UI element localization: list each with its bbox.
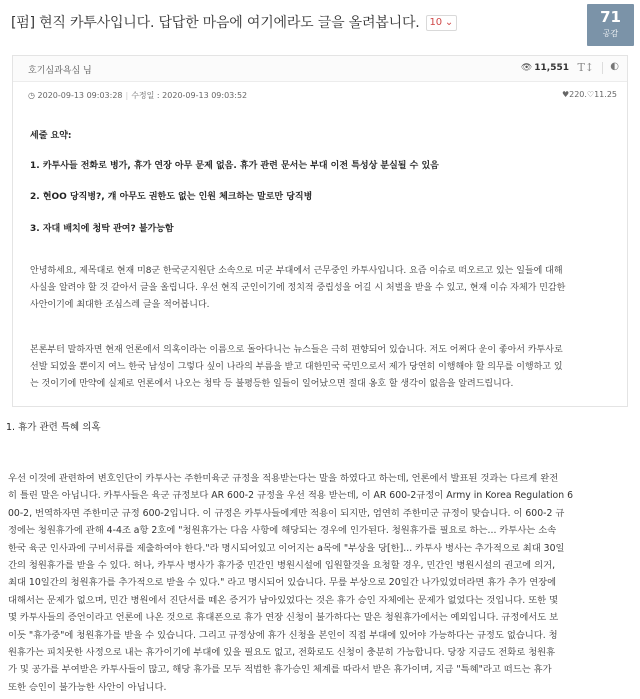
meta-row (13, 90, 627, 106)
chevron-down-icon: ⌄ (444, 17, 454, 28)
post-title-text: [펌] 현직 카투사입니다. 답답한 마음에 여기에라도 글을 올려봅니다. (11, 15, 420, 31)
post-title (11, 12, 457, 32)
article-body (8, 470, 634, 696)
post-card (12, 55, 628, 407)
article-line: 한국 육군 인사과에 구비서류를 제출하여야 한다."라 명시되어있고 이어지는 a목에 "부상을 당[한]... 카투사 병사는 추가적으로 최대 30일 (8, 542, 565, 554)
view-count (521, 63, 569, 73)
font-size-icon[interactable]: T↕ (577, 61, 594, 74)
contrast-icon[interactable]: ◐ (610, 61, 619, 72)
article-line: 간의 청원휴가를 받을 수 있다. 허나, 카투사 병사가 휴가중 민간인 병원시설에 입원할것을 요청할 경우, 민간인 병원시설의 권고에 의거, (8, 560, 556, 572)
post-dates (28, 90, 247, 101)
summary-item: 2. 현OO 당직병?, 걔 아무도 권한도 없는 인원 체크하는 말로만 당직병 (30, 192, 313, 202)
intro2-line: 선발 되었을 뿐이지 여느 한국 남성이 그렇다 싶이 나라의 부름을 받고 대한민국 국민으로서 제가 당연히 이행해야 할 의무를 이행하고 있 (30, 362, 563, 372)
intro-line: 사실을 알려야 할 것 같아서 글을 올립니다. 우선 현직 군인이기에 정치적 중립성을 어길 시 처벌을 받을 수 있고, 현재 이슈 자체가 민감한 (30, 283, 566, 293)
view-count-value: 11,551 (534, 63, 569, 73)
summary-item: 3. 자대 배치에 청탁 관여? 불가능함 (30, 224, 174, 234)
intro2-line: 본론부터 말하자면 현재 언론에서 의혹이라는 이름으로 돌아다니는 뉴스들은 극히 편향되어 있습니다. 저도 어쩌다 운이 좋아서 카투사로 (30, 345, 563, 355)
clock-icon: ◷ (28, 91, 35, 100)
article-line: 이듯 "휴가중"에 청원휴가를 받을 수 있습니다. 그리고 규정상에 휴가 신청을 본인이 직접 부대에 있어야 가능하다는 규정도 없습니다. 청 (8, 629, 558, 641)
summary-heading: 세줄 요약: (30, 131, 72, 141)
section-heading: 1. 휴가 관련 특혜 의혹 (6, 422, 101, 433)
toolbar-divider (602, 62, 603, 74)
intro-line: 사안이기에 최대한 조심스레 글을 적어봅니다. (30, 300, 210, 310)
article-line: 가 및 공가를 부여받은 카투사들이 많고, 해당 휴가를 모두 적법한 휴가승인 체계를 따라서 받은 휴가이며, 지금 "특혜"라고 떠드는 휴가 (8, 664, 552, 676)
article-line: 몇 카투사들의 증언이라고 언론에 나온 것으로 휴대폰으로 휴가 연장 신청이 불가하다는 말은 청원휴가에서는 예외입니다. 규정에서도 보 (8, 612, 559, 624)
intro2-line: 는 것이기에 만약에 실제로 언론에서 나오는 청탁 등 불평등한 일들이 일어났으면 절대 옹호 할 생각이 없음을 알려드립니다. (30, 379, 514, 389)
eye-icon: 👁 (520, 63, 533, 73)
created-date: 2020-09-13 09:03:28 (37, 91, 123, 100)
ip-address: ♥220.♡11.25 (561, 90, 617, 99)
article-line: 정에는 청원휴가에 관해 4-4조 a항 2호에 "청원휴가는 다음 사항에 해당되는 경우에 인가된다. 청원휴가를 필요로 하는... 카투사는 소속 (8, 525, 557, 537)
summary-item: 1. 카투사들 전화로 병가, 휴가 연장 아무 문제 없음. 휴가 관련 문서는 부대 이전 특성상 분실될 수 있음 (30, 161, 439, 171)
like-button[interactable] (587, 4, 634, 46)
modified-date: 수정일 : 2020-09-13 09:03:52 (131, 91, 248, 100)
article-line: 대해서는 문제가 없으며, 민간 병원에서 진단서를 떼온 증거가 남아있었다는 것은 휴가 승인 자체에는 문제가 없었다는 것입니다. 또한 몇 (8, 594, 559, 606)
author-bar (13, 56, 627, 82)
intro-line: 안녕하세요, 제목대로 현재 미8군 한국군지원단 소속으로 미군 부대에서 근무중인 카투사입니다. 요즘 이슈로 떠오르고 있는 일들에 대해 (30, 266, 563, 276)
intro-paragraph-2 (30, 342, 615, 393)
article-line: 00-2, 번역하자면 주한미군 규정 600-2입니다. 이 규정은 카투사들에게만 적용이 되지만, 엄연히 주한미군 규정이 맞습니다. 이 600-2 규 (8, 507, 565, 519)
article-line: 최대 10일간의 청원휴가를 추가적으로 받을 수 있다." 라고 명시되어 있습니다. 무릎 부상으로 20일간 나가있었더라면 휴가 추가 연장에 (8, 577, 557, 589)
comment-count: 10 (429, 17, 442, 28)
like-label: 공감 (602, 29, 619, 38)
article-line: 우선 이것에 관련하여 변호인단이 카투사는 주한미육군 규정을 적용받는다는 말을 하였다고 하는데, 언론에서 발표된 것과는 다르게 완전 (8, 473, 559, 484)
like-count: 71 (600, 8, 621, 26)
comment-count-badge[interactable] (426, 15, 458, 31)
author-name[interactable]: 호기심과욕심 님 (28, 66, 92, 76)
article-line: 또한 승인이 불가능한 사안이 아닙니다. (8, 681, 167, 693)
intro-paragraph (30, 263, 615, 314)
article-line: 원휴가는 피치못한 사정으로 내는 휴가이기에 부대에 있을 필요도 없고, 전화로도 신청이 충분히 가능합니다. 당장 지금도 전화로 청원휴 (8, 647, 556, 659)
meta-separator: | (125, 91, 129, 100)
post-header (0, 0, 640, 44)
article-line: 히 틀린 말은 아닙니다. 카투사들은 육군 규정보다 AR 600-2 규정을 우선 적용 받는데, 이 AR 600-2규정이 Army in Korea Regulation 6 (8, 490, 573, 502)
